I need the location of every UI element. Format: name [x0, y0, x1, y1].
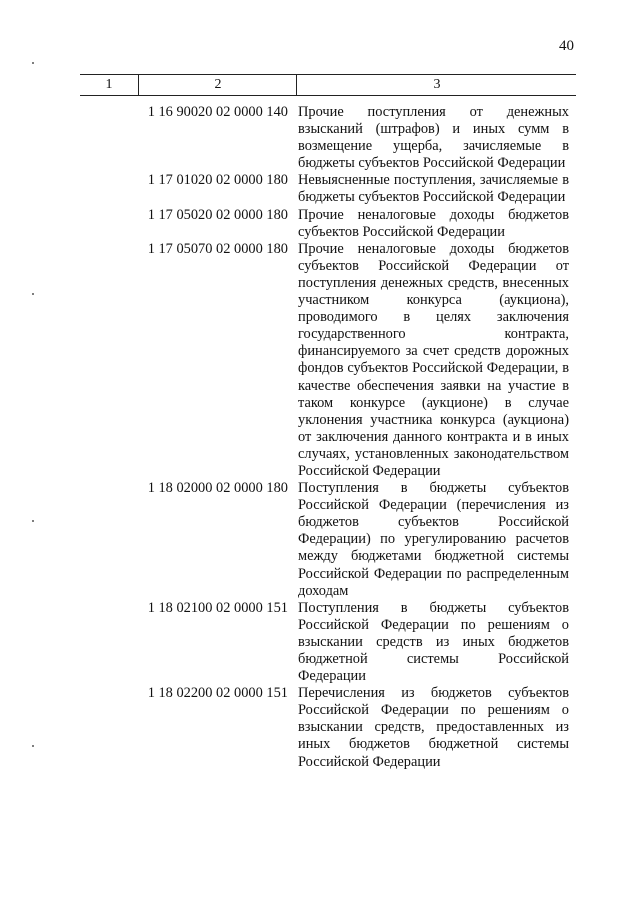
income-description: Поступления в бюджеты субъектов Российской Федерации по решениям о взыскании средств из иных бюджетов бюджетной системы Российской Федерации [298, 599, 569, 685]
margin-mark [32, 520, 34, 522]
table-header-cell: 2 [138, 75, 297, 95]
margin-mark [32, 293, 34, 295]
budget-code: 1 17 05020 02 0000 180 [147, 206, 288, 223]
table-row [80, 241, 576, 480]
table-header-cell: 3 [296, 75, 577, 95]
table-row [80, 104, 576, 172]
table-row [80, 480, 576, 600]
income-description: Прочие неналоговые доходы бюджетов субъектов Российской Федерации [298, 206, 569, 240]
table-row [80, 207, 576, 241]
income-description: Невыясненные поступления, зачисляемые в бюджеты субъектов Российской Федерации [298, 172, 569, 206]
budget-code: 1 18 02100 02 0000 151 [147, 599, 288, 616]
margin-mark [32, 745, 34, 747]
table-header-cell: 1 [105, 77, 113, 92]
table-header-row [80, 74, 576, 96]
budget-code: 1 17 05070 02 0000 180 [147, 240, 288, 257]
table-row [80, 172, 576, 206]
budget-code: 1 17 01020 02 0000 180 [147, 172, 288, 189]
budget-code: 1 18 02000 02 0000 180 [147, 480, 288, 497]
income-description: Перечисления из бюджетов субъектов Российской Федерации по решениям о взыскании средств, предоставленных из иных бюджетов бюджетной системы Российской Федерации [298, 685, 569, 770]
table-row [80, 685, 576, 770]
budget-code: 1 18 02200 02 0000 151 [147, 685, 288, 702]
table-body [80, 104, 576, 771]
income-description: Поступления в бюджеты субъектов Российской Федерации (перечисления из бюджетов субъектов Российской Федерации) по урегулированию расчетов между бюджетами бюджетной системы Российской Федерации по распределенным доходам [298, 480, 569, 599]
budget-code: 1 16 90020 02 0000 140 [147, 104, 288, 120]
table-row [80, 600, 576, 685]
page-number: 40 [559, 38, 574, 54]
income-description: Прочие поступления от денежных взысканий (штрафов) и иных сумм в возмещение ущерба, зачисляемые в бюджеты субъектов Российской Федерации [298, 104, 569, 172]
income-description: Прочие неналоговые доходы бюджетов субъектов Российской Федерации от поступления денежных средств, внесенных участником конкурса (аукциона), проводимого в целях заключения государственного контракта, финансируемого за счет средств дорожных фондов субъектов Российской Федерации, в качестве обеспечения заявки на участие в таком конкурсе (аукционе) в случае уклонения участника конкурса (аукциона) от заключения данного контракта и в иных случаях, установленных законодательством Российской Федерации [298, 240, 569, 479]
margin-mark [32, 62, 34, 64]
